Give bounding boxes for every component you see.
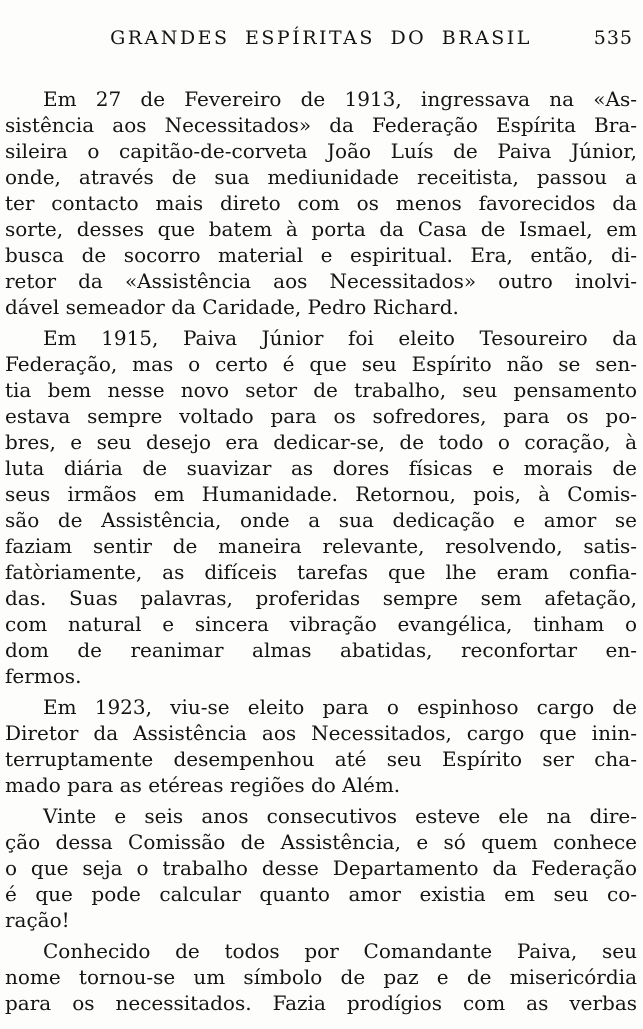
paragraph-2 bbox=[5, 325, 637, 689]
text-line: mado para as etéreas regiões do Além. bbox=[5, 773, 401, 797]
text-line: busca de socorro material e espiritual. Era, então, di- bbox=[5, 243, 637, 267]
text-line: Em 1923, viu-se eleito para o espinhoso cargo de bbox=[43, 695, 637, 719]
text-line: Diretor da Assistência aos Necessitados, cargo que inin- bbox=[5, 721, 637, 745]
text-line: ter contacto mais direto com os menos favorecidos da bbox=[5, 191, 637, 215]
text-line: fermos. bbox=[5, 664, 82, 688]
text-line: fatòriamente, as difíceis tarefas que lhe eram confia- bbox=[5, 560, 637, 584]
text-line: seus irmãos em Humanidade. Retornou, pois, à Comis- bbox=[5, 482, 637, 506]
text-line: tia bem nesse novo setor de trabalho, seu pensamento bbox=[5, 378, 637, 402]
text-line: das. Suas palavras, proferidas sempre sem afetação, bbox=[5, 586, 637, 610]
page-number: 535 bbox=[593, 27, 633, 49]
text-line: ração! bbox=[5, 908, 70, 932]
paragraph-1 bbox=[5, 86, 637, 320]
text-line: Vinte e seis anos consecutivos esteve ele na dire- bbox=[43, 804, 637, 828]
text-line: é que pode calcular quanto amor existia em seu co- bbox=[5, 882, 637, 906]
text-line: Federação, mas o certo é que seu Espírito não se sen- bbox=[5, 352, 637, 376]
text-line: Em 27 de Fevereiro de 1913, ingressava na «As- bbox=[43, 87, 637, 111]
paragraph-4 bbox=[5, 803, 637, 933]
text-line: sorte, desses que batem à porta da Casa de Ismael, em bbox=[5, 217, 637, 241]
paragraph-5 bbox=[5, 938, 637, 1016]
running-header bbox=[5, 27, 637, 49]
page-body bbox=[5, 86, 637, 1016]
text-line: retor da «Assistência aos Necessitados» outro inolvi- bbox=[5, 269, 637, 293]
text-line: onde, através de sua mediunidade receitista, passou a bbox=[5, 165, 637, 189]
paragraph-3 bbox=[5, 694, 637, 798]
text-line: Em 1915, Paiva Júnior foi eleito Tesoureiro da bbox=[43, 326, 637, 350]
text-line: com natural e sincera vibração evangélica, tinham o bbox=[5, 612, 637, 636]
text-line: luta diária de suavizar as dores físicas e morais de bbox=[5, 456, 637, 480]
text-line: para os necessitados. Fazia prodígios com as verbas bbox=[5, 991, 637, 1015]
text-line: faziam sentir de maneira relevante, resolvendo, satis- bbox=[5, 534, 637, 558]
text-line: estava sempre voltado para os sofredores, para os po- bbox=[5, 404, 637, 428]
text-line: bres, e seu desejo era dedicar-se, de todo o coração, à bbox=[5, 430, 637, 454]
text-line: sistência aos Necessitados» da Federação Espírita Bra- bbox=[5, 113, 637, 137]
text-line: o que seja o trabalho desse Departamento da Federação bbox=[5, 856, 637, 880]
text-line: terruptamente desempenhou até seu Espírito ser cha- bbox=[5, 747, 637, 771]
text-line: são de Assistência, onde a sua dedicação e amor se bbox=[5, 508, 637, 532]
running-title: GRANDES ESPÍRITAS DO BRASIL bbox=[110, 27, 532, 49]
text-line: dável semeador da Caridade, Pedro Richard. bbox=[5, 295, 459, 319]
text-line: Conhecido de todos por Comandante Paiva, seu bbox=[43, 939, 637, 963]
text-line: sileira o capitão-de-corveta João Luís de Paiva Júnior, bbox=[5, 139, 637, 163]
text-line: nome tornou-se um símbolo de paz e de misericórdia bbox=[5, 965, 637, 989]
text-line: dom de reanimar almas abatidas, reconfortar en- bbox=[5, 638, 637, 662]
text-line: ção dessa Comissão de Assistência, e só quem conhece bbox=[5, 830, 637, 854]
